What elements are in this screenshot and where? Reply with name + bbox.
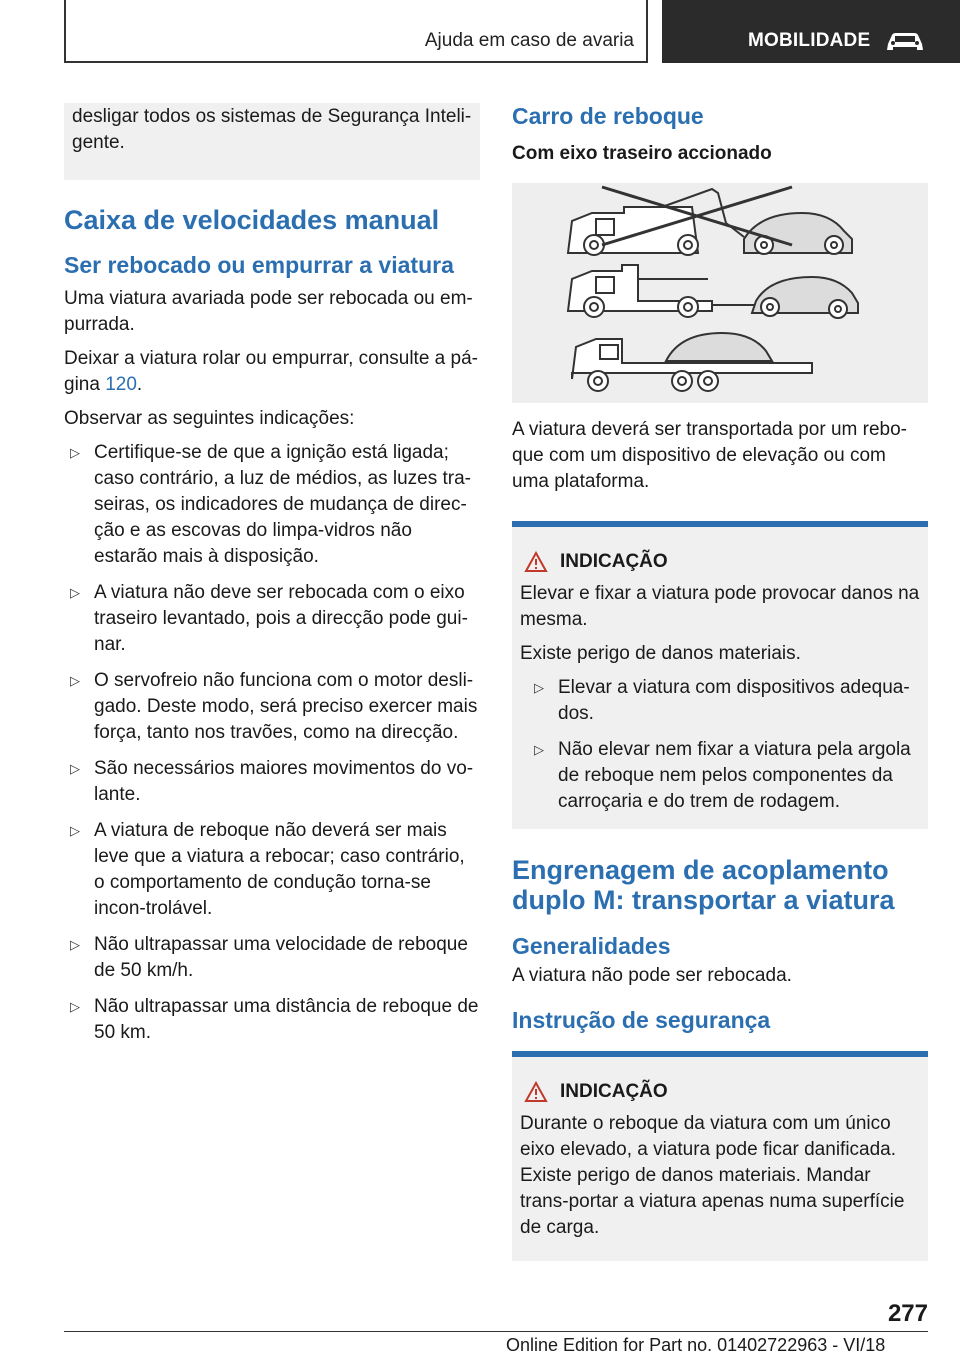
list-item [520,675,920,727]
note-title: INDICAÇÃO [560,1081,668,1102]
car-icon [884,28,926,54]
note-list [520,675,920,815]
bullet-triangle-icon: ▷ [70,585,80,600]
tow-truck-illustration [512,183,928,403]
figure-caption: A viatura deverá ser transportada por um rebo-que com um dispositivo de elevação ou com uma plataforma. [512,419,907,492]
footer-divider [64,1331,928,1332]
list-item-text: Não ultrapassar uma distância de reboque de 50 km. [94,996,479,1043]
tow-methods-diagram [512,183,928,403]
header-section-title: Ajuda em caso de avaria [424,30,634,51]
roll-reference-text: Deixar a viatura rolar ou empurrar, consulte a pá-gina [64,348,478,395]
page-link-120[interactable]: 120 [105,374,137,395]
roll-reference-end: . [136,374,143,395]
heading-tow-truck: Carro de reboque [512,103,704,129]
bullet-triangle-icon: ▷ [534,680,544,695]
heading-tow-push: Ser rebocado ou empurrar a viatura [64,252,454,278]
list-item [64,932,480,984]
list-item-text: A viatura de reboque não deverá ser mais leve que a viatura a rebocar; caso contrário, o comportamento de condução torna-se incon-trolável. [94,820,465,919]
list-item [64,668,480,746]
bullet-triangle-icon: ▷ [70,823,80,838]
intro-panel [64,103,480,180]
paragraph-observe: Observar as seguintes indicações: [64,408,355,429]
paragraph-towed-pushed: Uma viatura avariada pode ser rebocada ou em-purrada. [64,288,473,335]
heading-dual-clutch: Engrenagem de acoplamento duplo M: transportar a viatura [512,855,895,915]
right-column [512,103,928,1261]
bullet-triangle-icon: ▷ [70,761,80,776]
list-item-text: Não ultrapassar uma velocidade de reboque de 50 km/h. [94,934,468,981]
list-item-text: A viatura não deve ser rebocada com o eixo traseiro levantado, pois a direcção pode gui-nar. [94,582,468,655]
note-title-row [520,1079,920,1105]
bullet-triangle-icon: ▷ [70,445,80,460]
footer-edition: Online Edition for Part no. 01402722963 - VI/18 [506,1335,886,1355]
page-number: 277 [887,1300,928,1327]
list-item-text: Não elevar nem fixar a viatura pela argola de reboque nem pelos componentes da carroçaria e do trem de rodagem. [558,739,911,812]
intro-text: desligar todos os sistemas de Segurança Inteli-gente. [72,106,472,153]
note-title: INDICAÇÃO [560,551,668,572]
left-column [64,103,480,1056]
header-chapter-title: MOBILIDADE [748,30,871,51]
warning-triangle-icon [524,551,548,573]
header-section-tab [64,0,648,63]
list-item [520,737,920,815]
note-title-row [520,549,920,575]
bullet-triangle-icon: ▷ [70,999,80,1014]
subheading-rear-axle: Com eixo traseiro accionado [512,143,772,164]
list-item-text: Certifique-se de que a ignição está ligada; caso contrário, a luz de médios, as luzes tra-seiras, os indicadores de mudança de direc-ção e as escovas do limpa-vidros não estarão mais à disposição. [94,442,472,567]
note-text: Durante o reboque da viatura com um único eixo elevado, a viatura pode ficar danificada. Existe perigo de danos materiais. Mandar trans-portar a viatura apenas numa superfície de carga. [520,1113,905,1238]
note-text: Elevar e fixar a viatura pode provocar danos na mesma. [520,583,920,630]
list-item [64,818,480,922]
warning-note-lifting [512,521,928,829]
heading-safety: Instrução de segurança [512,1007,771,1033]
list-item [64,440,480,570]
header-chapter-tab [662,0,960,63]
towing-instructions-list [64,440,480,1046]
note-text: Existe perigo de danos materiais. [520,643,801,664]
list-item [64,756,480,808]
list-item-text: São necessários maiores movimentos do vo-lante. [94,758,474,805]
list-item-text: Elevar a viatura com dispositivos adequa-dos. [558,677,910,724]
list-item [64,994,480,1046]
list-item [64,580,480,658]
paragraph-roll-reference [64,346,480,398]
heading-general: Generalidades [512,933,671,959]
heading-manual-gearbox: Caixa de velocidades manual [64,205,440,235]
bullet-triangle-icon: ▷ [70,937,80,952]
paragraph-not-towable: A viatura não pode ser rebocada. [512,965,792,986]
warning-triangle-icon [524,1081,548,1103]
list-item-text: O servofreio não funciona com o motor desli-gado. Deste modo, será preciso exercer mais força, tanto nos travões, como na direcção. [94,670,478,743]
bullet-triangle-icon: ▷ [70,673,80,688]
bullet-triangle-icon: ▷ [534,742,544,757]
warning-note-towing [512,1051,928,1261]
